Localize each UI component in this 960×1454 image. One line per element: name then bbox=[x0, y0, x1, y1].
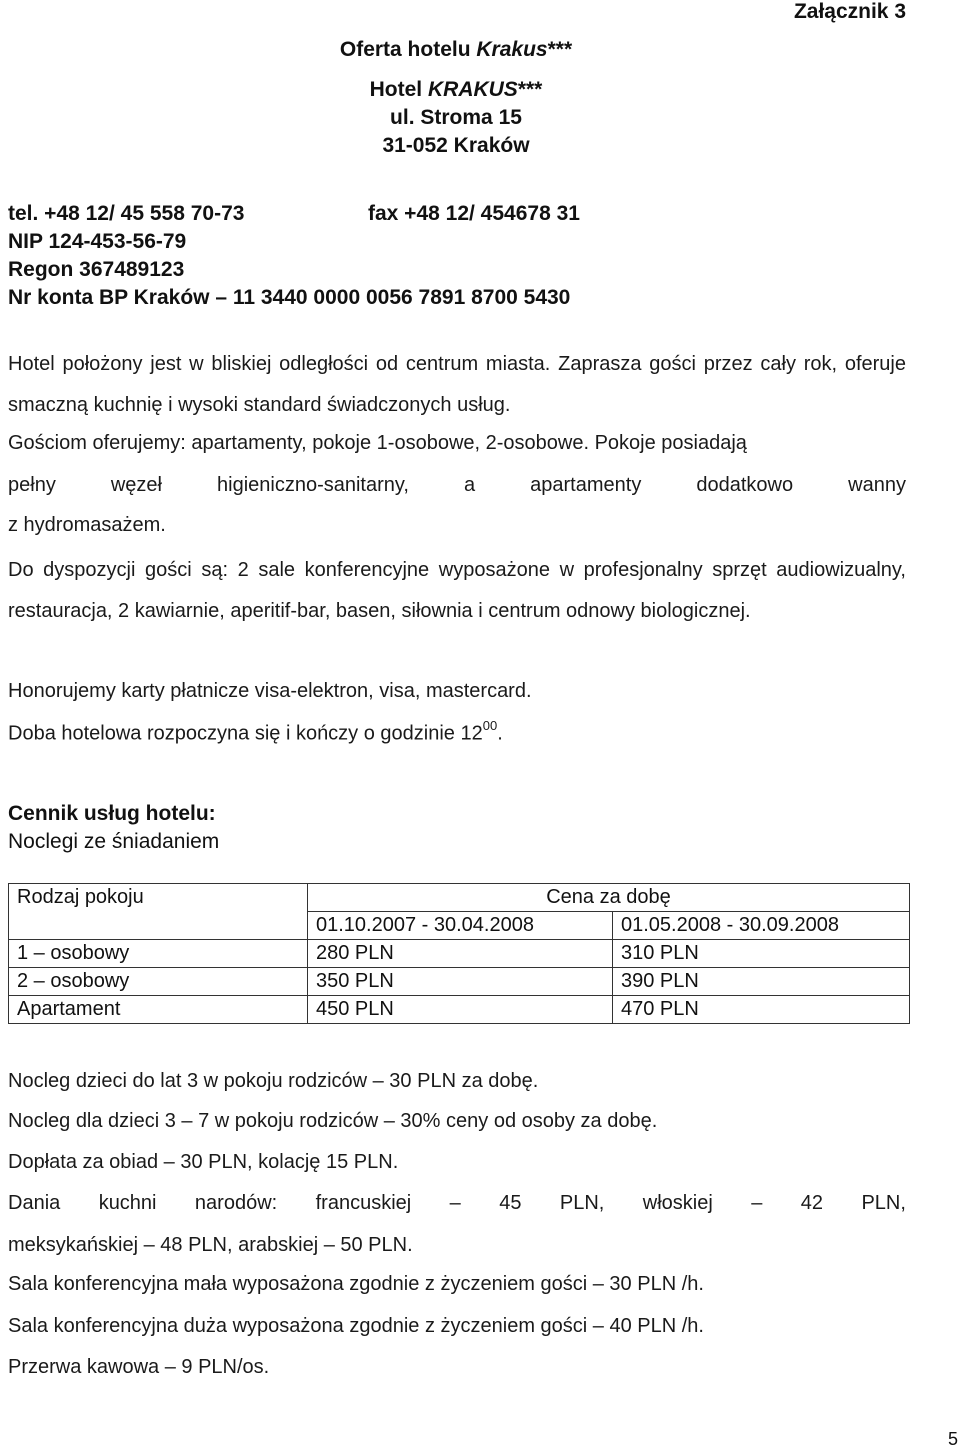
table-row bbox=[9, 996, 910, 1024]
contact-fax: fax +48 12/ 454678 31 bbox=[368, 202, 580, 225]
word: wanny bbox=[848, 474, 906, 496]
description-paragraph-3: Do dyspozycji gości są: 2 sale konferencyjne wyposażone w profesjonalny sprzęt audiowizualny, restauracja, 2 kawiarnie, aperitif-bar, basen, siłownia i centrum odnowy biologicznej. bbox=[8, 559, 906, 622]
word: narodów: bbox=[194, 1192, 278, 1214]
extra-national-cuisine-line-1 bbox=[8, 1192, 906, 1215]
offer-title-name: Krakus bbox=[476, 38, 548, 61]
room-type: Apartament bbox=[9, 996, 308, 1024]
extra-coffee-break: Przerwa kawowa – 9 PLN/os. bbox=[8, 1356, 270, 1378]
table-header-row bbox=[9, 884, 910, 912]
word: – bbox=[751, 1192, 763, 1214]
description-paragraph-2-line-3: z hydromasażem. bbox=[8, 514, 166, 536]
hotel-stars: *** bbox=[517, 78, 543, 101]
price-period-2: 310 PLN bbox=[613, 940, 910, 968]
price-period-1: 280 PLN bbox=[308, 940, 613, 968]
contact-tel: tel. +48 12/ 45 558 70-73 bbox=[8, 202, 245, 225]
hotel-name-text: KRAKUS bbox=[427, 78, 518, 101]
extra-large-conference-room: Sala konferencyjna duża wyposażona zgodnie z życzeniem gości – 40 PLN /h. bbox=[8, 1315, 704, 1337]
word: dodatkowo bbox=[696, 474, 794, 496]
word: 42 bbox=[800, 1192, 824, 1214]
word: 45 bbox=[499, 1192, 522, 1214]
offer-title-stars: *** bbox=[547, 38, 573, 61]
description-paragraph-2-line-1: Gościom oferujemy: apartamenty, pokoje 1-osobowe, 2-osobowe. Pokoje posiadają bbox=[8, 432, 747, 454]
price-period-2: 470 PLN bbox=[613, 996, 910, 1024]
contact-regon: Regon 367489123 bbox=[8, 258, 185, 281]
contact-account: Nr konta BP Kraków – 11 3440 0000 0056 7891 8700 5430 bbox=[8, 286, 571, 309]
word: apartamenty bbox=[530, 474, 642, 496]
word: włoskiej bbox=[642, 1192, 713, 1214]
checkin-text: Doba hotelowa rozpoczyna się i kończy o godzinie 12 bbox=[8, 722, 483, 745]
annex-label: Załącznik 3 bbox=[793, 0, 906, 23]
word: higieniczno-sanitarny, bbox=[217, 474, 409, 496]
word: a bbox=[464, 474, 476, 496]
description-paragraph-5 bbox=[8, 720, 503, 746]
description-paragraph-2-line-2 bbox=[8, 474, 906, 497]
word: francuskiej bbox=[315, 1192, 412, 1214]
word: Dania bbox=[8, 1192, 61, 1214]
description-paragraph-4: Honorujemy karty płatnicze visa-elektron, visa, mastercard. bbox=[8, 680, 532, 702]
hotel-city: 31-052 Kraków bbox=[382, 134, 530, 157]
word: kuchni bbox=[98, 1192, 157, 1214]
table-row bbox=[9, 968, 910, 996]
word: PLN, bbox=[861, 1192, 906, 1214]
extra-national-cuisine-line-2: meksykańskiej – 48 PLN, arabskiej – 50 PLN. bbox=[8, 1234, 413, 1256]
description-paragraph-1: Hotel położony jest w bliskiej odległości od centrum miasta. Zaprasza gości przez cały rok, oferuje smaczną kuchnię i wysoki standard świadczonych usług. bbox=[8, 353, 906, 416]
hotel-name-prefix: Hotel bbox=[369, 78, 428, 101]
room-type: 1 – osobowy bbox=[9, 940, 308, 968]
page-number: 5 bbox=[947, 1429, 958, 1449]
pricing-subtitle: Noclegi ze śniadaniem bbox=[8, 830, 220, 853]
extra-children-under-3: Nocleg dzieci do lat 3 w pokoju rodziców – 30 PLN za dobę. bbox=[8, 1070, 539, 1092]
offer-title bbox=[0, 38, 912, 62]
price-table bbox=[8, 883, 910, 1024]
pricing-title: Cennik usług hotelu: bbox=[8, 802, 216, 825]
price-period-1: 350 PLN bbox=[308, 968, 613, 996]
header-price: Cena za dobę bbox=[308, 884, 910, 912]
checkin-end: . bbox=[497, 722, 503, 745]
hotel-street: ul. Stroma 15 bbox=[390, 106, 522, 129]
word: pełny bbox=[8, 474, 56, 496]
contact-nip: NIP 124-453-56-79 bbox=[8, 230, 187, 253]
price-period-1: 450 PLN bbox=[308, 996, 613, 1024]
header-room-type: Rodzaj pokoju bbox=[9, 884, 308, 940]
word: – bbox=[449, 1192, 461, 1214]
extra-meals: Dopłata za obiad – 30 PLN, kolację 15 PLN. bbox=[8, 1151, 399, 1173]
word: węzeł bbox=[110, 474, 162, 496]
word: PLN, bbox=[559, 1192, 605, 1214]
period-1: 01.10.2007 - 30.04.2008 bbox=[308, 912, 613, 940]
hotel-name bbox=[0, 78, 912, 102]
checkin-minutes: 00 bbox=[482, 718, 498, 733]
room-type: 2 – osobowy bbox=[9, 968, 308, 996]
offer-title-prefix: Oferta hotelu bbox=[339, 38, 477, 61]
extra-small-conference-room: Sala konferencyjna mała wyposażona zgodnie z życzeniem gości – 30 PLN /h. bbox=[8, 1273, 704, 1295]
price-period-2: 390 PLN bbox=[613, 968, 910, 996]
table-row bbox=[9, 940, 910, 968]
period-2: 01.05.2008 - 30.09.2008 bbox=[613, 912, 910, 940]
extra-children-3-7: Nocleg dla dzieci 3 – 7 w pokoju rodziców – 30% ceny od osoby za dobę. bbox=[8, 1110, 658, 1132]
